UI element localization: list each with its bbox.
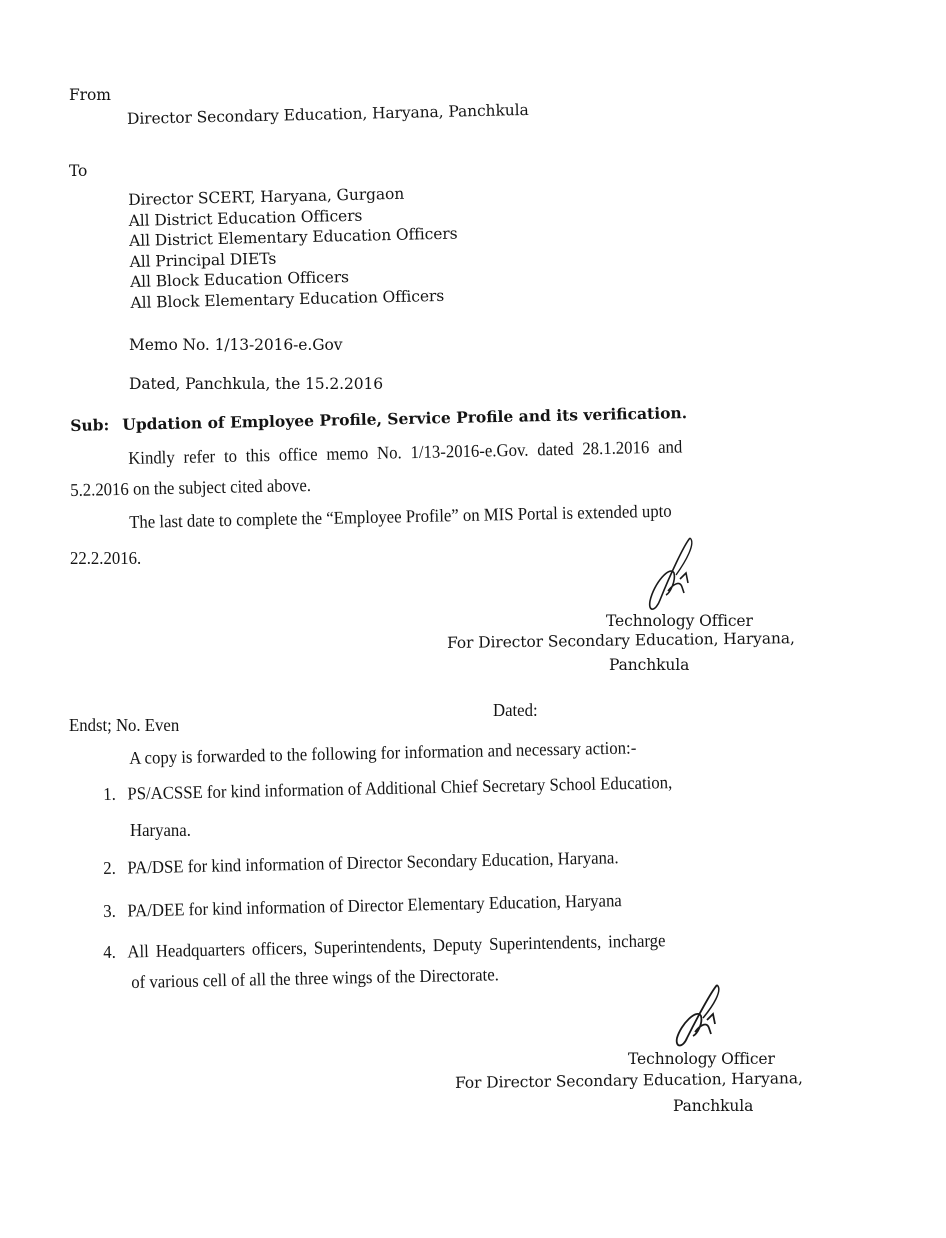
recipient-item: All Block Elementary Education Officers	[130, 286, 445, 312]
list-item-text: PA/DEE for kind information of Director Elementary Education, Haryana	[127, 890, 622, 921]
list-item-number: 3.	[103, 900, 116, 921]
list-item-text: PA/DSE for kind information of Director Secondary Education, Haryana.	[127, 847, 619, 878]
para1-line1: Kindly refer to this office memo No. 1/13-2016-e.Gov. dated 28.1.2016 and	[128, 436, 683, 468]
list-item-text: PS/ACSSE for kind information of Additional Chief Secretary School Education,	[127, 772, 673, 804]
list-item	[103, 930, 666, 963]
list-item-continuation: of various cell of all the three wings of the Directorate.	[131, 964, 500, 992]
recipient-item: All Block Education Officers	[129, 268, 350, 292]
memo-number: Memo No. 1/13-2016-e.Gov	[129, 336, 343, 354]
recipient-item: All Principal DIETs	[129, 249, 277, 271]
from-label: From	[69, 86, 111, 104]
from-value: Director Secondary Education, Haryana, Panchkula	[126, 100, 529, 128]
list-item-number: 4.	[103, 941, 116, 962]
endorsement-intro: A copy is forwarded to the following for information and necessary action:-	[129, 737, 637, 768]
signature1-line3: Panchkula	[609, 656, 690, 674]
list-item-number: 1.	[103, 783, 116, 804]
endorsement-number: Endst; No. Even	[69, 715, 180, 735]
list-item	[103, 890, 622, 922]
list-item	[103, 847, 619, 879]
subject-text: Updation of Employee Profile, Service Profile and its verification.	[122, 403, 688, 434]
signature2-title: Technology Officer	[628, 1050, 775, 1068]
subject-line	[70, 403, 687, 435]
list-item	[103, 772, 672, 805]
recipient-list	[128, 183, 459, 314]
signature-mark	[665, 982, 735, 1052]
endorsement-dated: Dated:	[493, 700, 538, 720]
signature2-line3: Panchkula	[673, 1097, 754, 1115]
to-label: To	[69, 162, 88, 180]
subject-label: Sub:	[70, 415, 110, 435]
para2-line2: 22.2.2016.	[70, 548, 142, 568]
para2-line1: The last date to complete the “Employee Profile” on MIS Portal is extended upto	[129, 500, 672, 532]
recipient-item: All District Education Officers	[128, 206, 363, 230]
signature2-line2: For Director Secondary Education, Haryana,	[454, 1069, 803, 1092]
list-item-number: 2.	[103, 857, 116, 878]
para1-line2: 5.2.2016 on the subject cited above.	[70, 474, 312, 500]
signature-mark	[640, 535, 710, 615]
list-item-continuation: Haryana.	[130, 820, 191, 840]
memo-date: Dated, Panchkula, the 15.2.2016	[129, 375, 383, 393]
recipient-item: Director SCERT, Haryana, Gurgaon	[128, 184, 405, 209]
signature1-line2: For Director Secondary Education, Haryana,	[446, 629, 795, 652]
list-item-text: All Headquarters officers, Superintendents, Deputy Superintendents, incharge	[127, 930, 666, 962]
signature1-title: Technology Officer	[606, 612, 753, 630]
recipient-item: All District Elementary Education Officers	[128, 224, 458, 251]
